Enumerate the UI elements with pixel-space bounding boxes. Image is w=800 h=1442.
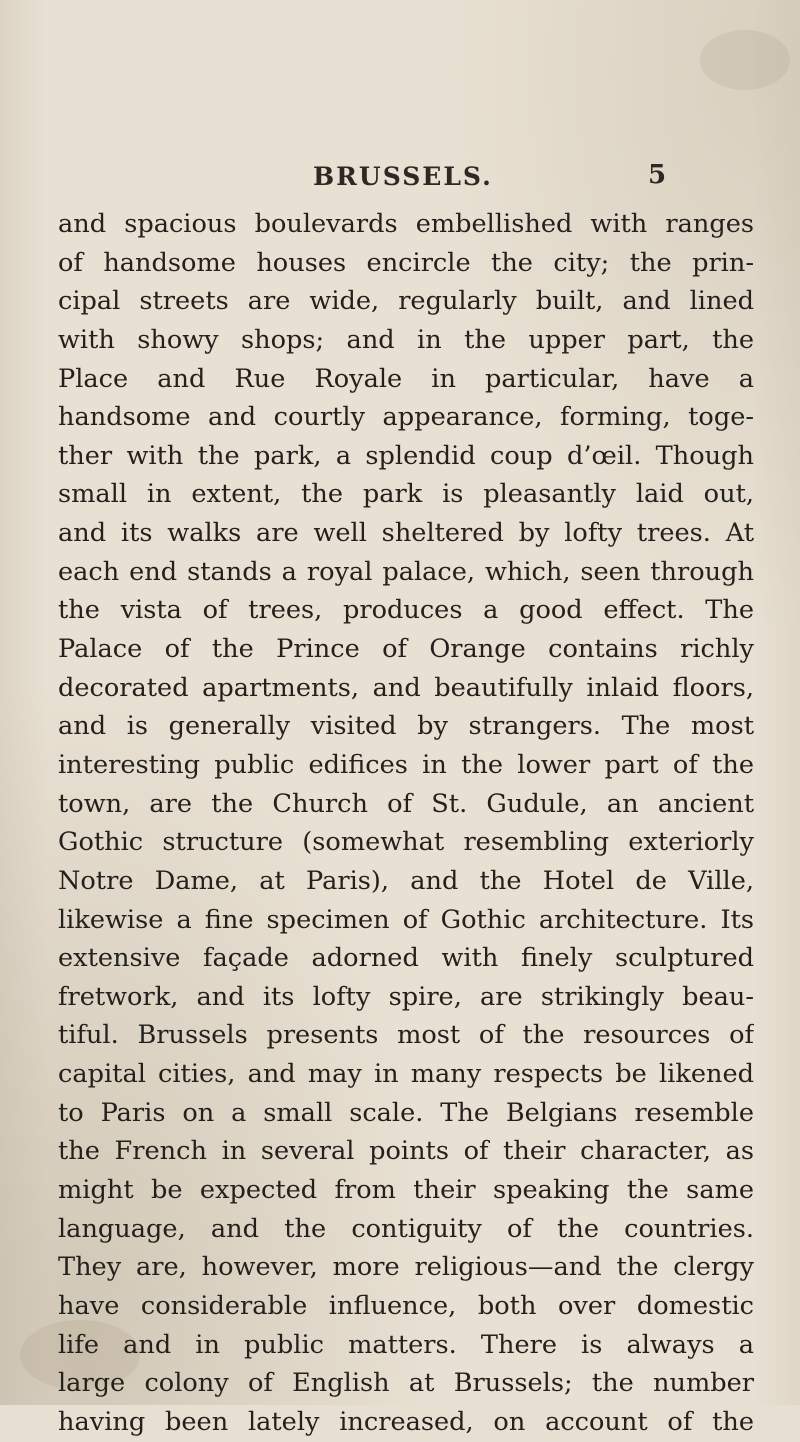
text-line: and is generally visited by strangers. The most [58, 711, 754, 742]
text-line: and spacious boulevards embellished with ranges [58, 209, 754, 239]
text-line: with showy shops; and in the upper part, the [58, 324, 754, 355]
text-line: tiful. Brussels presents most of the resources of [58, 1020, 754, 1051]
text-line: Gothic structure (somewhat resembling exteriorly [58, 827, 754, 858]
text-line: life and in public matters. There is always a [58, 1329, 754, 1360]
text-line: and its walks are well sheltered by lofty trees. At [58, 518, 754, 549]
paper-stain [700, 30, 790, 90]
text-line: handsome and courtly appearance, forming, toge- [58, 402, 754, 433]
text-line: They are, however, more religious—and the clergy [58, 1252, 754, 1283]
page-number: 5 [648, 160, 667, 190]
text-line: fretwork, and its lofty spire, are strikingly beau- [58, 981, 754, 1012]
text-line: having been lately increased, on account of the [58, 1406, 754, 1437]
text-line: ther with the park, a splendid coup d’œil. Though [58, 440, 754, 471]
running-head [0, 162, 800, 202]
text-line: to Paris on a small scale. The Belgians resemble [58, 1097, 754, 1128]
text-line: large colony of English at Brussels; the number [58, 1368, 754, 1399]
text-line: have considerable influence, both over domestic [58, 1290, 754, 1321]
text-line: town, are the Church of St. Gudule, an ancient [58, 788, 754, 819]
text-line: each end stands a royal palace, which, seen through [58, 556, 754, 587]
text-line: the vista of trees, produces a good effect. The [58, 595, 754, 626]
text-line: of handsome houses encircle the city; the prin- [58, 247, 754, 278]
text-line: cipal streets are wide, regularly built, and lined [58, 286, 754, 317]
text-line: Palace of the Prince of Orange contains richly [58, 634, 754, 665]
text-line: small in extent, the park is pleasantly laid out, [58, 479, 754, 510]
text-line: the French in several points of their character, as [58, 1136, 754, 1167]
text-line: language, and the contiguity of the countries. [58, 1213, 754, 1244]
text-line: Notre Dame, at Paris), and the Hotel de Ville, [58, 865, 754, 896]
text-line: decorated apartments, and beautifully inlaid floors, [58, 672, 754, 703]
text-line: might be expected from their speaking the same [58, 1175, 754, 1206]
text-line: Place and Rue Royale in particular, have a [58, 363, 754, 394]
body-text [58, 205, 754, 1442]
text-line: extensive façade adorned with finely sculptured [58, 943, 754, 974]
running-title: BRUSSELS. [313, 162, 493, 191]
text-line: interesting public edifices in the lower part of the [58, 749, 754, 780]
text-line: capital cities, and may in many respects be likened [58, 1059, 754, 1090]
text-line: likewise a fine specimen of Gothic architecture. Its [58, 904, 754, 935]
